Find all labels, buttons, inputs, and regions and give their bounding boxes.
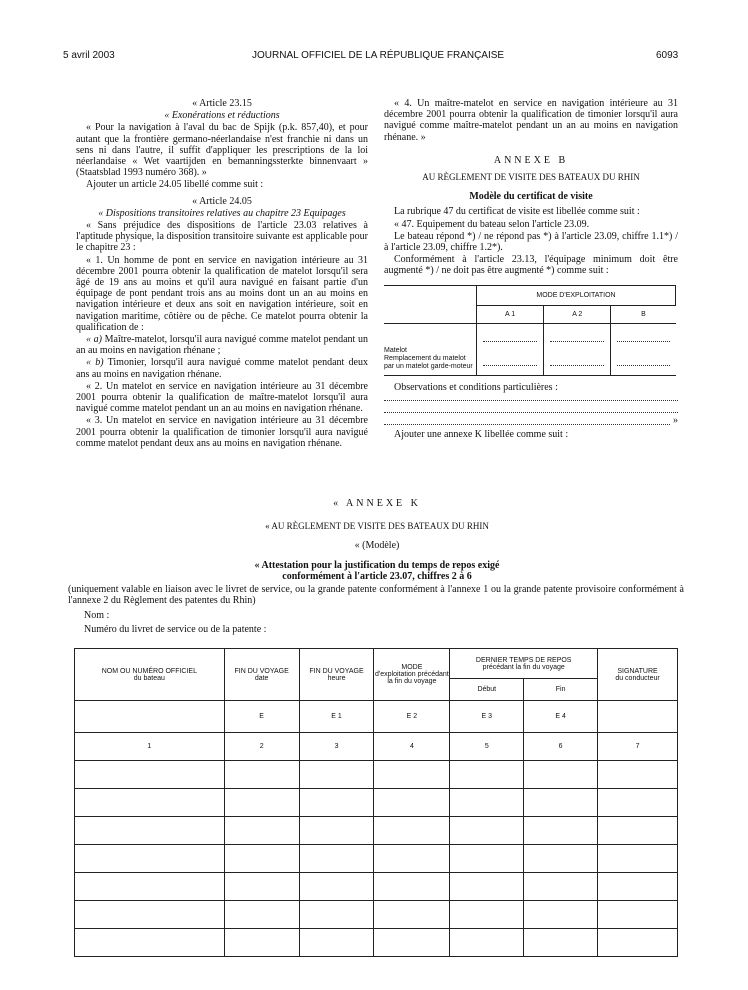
form-cell bbox=[224, 901, 299, 929]
form-cell bbox=[374, 789, 450, 817]
form-row bbox=[75, 789, 678, 817]
annexe-k-subtitle: « AU RÈGLEMENT DE VISITE DES BATEAUX DU RHIN bbox=[265, 521, 489, 531]
form-cell bbox=[524, 929, 598, 957]
attestation-note: (uniquement valable en liaison avec le livret de service, ou la grande patente conformément à l'annexe 1 ou la grande patente provisoire conformément à l'annexe 2 du Règlement des patentes du Rhin) bbox=[68, 584, 684, 606]
right-column bbox=[384, 98, 678, 441]
form-cell bbox=[299, 761, 374, 789]
crew-cell bbox=[477, 323, 544, 375]
paragraph: Ajouter un article 24.05 libellé comme suit : bbox=[86, 179, 264, 191]
header-mode-label: MODE bbox=[401, 664, 423, 671]
header-ship-label: NOM OU NUMÉRO OFFICIEL bbox=[101, 667, 197, 675]
form-cell bbox=[598, 817, 678, 845]
dotted-line bbox=[384, 399, 678, 401]
form-row bbox=[75, 845, 678, 873]
header-ship bbox=[75, 649, 225, 701]
paragraph: « 4. Un maître-matelot en service en navigation intérieure au 31 décembre 2001 pourra obtenir la qualification de timonier lorsqu'il aura navigué comme maître-matelot pendant un an au moins en navigation rhénane. » bbox=[384, 98, 678, 143]
header-date: 5 avril 2003 bbox=[63, 50, 115, 61]
annexe-k-model: « (Modèle) bbox=[354, 540, 400, 551]
form-cell bbox=[524, 817, 598, 845]
code-cell bbox=[75, 701, 225, 733]
form-cell bbox=[374, 929, 450, 957]
code-cell: E 1 bbox=[299, 701, 374, 733]
header-rest-label: DERNIER TEMPS DE REPOS bbox=[475, 656, 572, 664]
paragraph: « 47. Equipement du bateau selon l'article 23.09. bbox=[394, 218, 590, 230]
form-cell bbox=[224, 845, 299, 873]
form-cell bbox=[75, 901, 225, 929]
column-number: 1 bbox=[75, 733, 225, 761]
form-cell bbox=[598, 901, 678, 929]
form-cell bbox=[299, 817, 374, 845]
form-row bbox=[75, 929, 678, 957]
dotted-line bbox=[384, 423, 670, 425]
attestation-heading-2: conformément à l'article 23.07, chiffres 2 à 6 bbox=[282, 571, 472, 582]
form-cell bbox=[75, 929, 225, 957]
form-cell bbox=[524, 901, 598, 929]
column-number: 4 bbox=[374, 733, 450, 761]
crew-row-remplacement: Remplacement du matelot par un matelot garde-moteur bbox=[384, 354, 473, 370]
form-cell bbox=[374, 817, 450, 845]
attestation-heading: « Attestation pour la justification du temps de repos exigé bbox=[254, 560, 500, 571]
paragraph bbox=[76, 334, 368, 356]
form-cell bbox=[224, 873, 299, 901]
header-page: 6093 bbox=[656, 50, 679, 61]
crew-cell bbox=[544, 323, 611, 375]
header-end-time bbox=[299, 649, 374, 701]
form-row bbox=[75, 901, 678, 929]
column-number: 6 bbox=[524, 733, 598, 761]
form-cell bbox=[75, 817, 225, 845]
item-marker: « b) bbox=[86, 357, 104, 369]
paragraph: « Sans préjudice des dispositions de l'article 23.03 relatives à l'aptitude physique, la disposition transitoire suivante est applicable pour le chapitre 23 : bbox=[76, 220, 368, 254]
header-rest-start: Début bbox=[450, 679, 524, 701]
form-cell bbox=[299, 873, 374, 901]
form-cell bbox=[224, 761, 299, 789]
annexe-b-subtitle: AU RÈGLEMENT DE VISITE DES BATEAUX DU RHIN bbox=[422, 172, 640, 183]
form-cell bbox=[450, 929, 524, 957]
form-cell bbox=[450, 789, 524, 817]
form-cell bbox=[374, 761, 450, 789]
column-number: 3 bbox=[299, 733, 374, 761]
code-cell bbox=[598, 701, 678, 733]
form-cell bbox=[224, 817, 299, 845]
article-23-15-title: « Article 23.15 bbox=[192, 98, 252, 109]
paragraph: « Pour la navigation à l'aval du bac de Spijk (p.k. 857,40), et pour autant que la frontière germano-néerlandaise n'est franchie ni dans un sens ni dans l'autre, il suffit d'appliquer les prescriptions de la loi néerlandaise « Wet vaartijden en bemanningssterkte binnenvaart » (Staatsblad 1993 numéro 368). » bbox=[76, 122, 368, 179]
item-marker: « a) bbox=[86, 334, 102, 346]
observations-label: Observations et conditions particulières : bbox=[394, 381, 558, 393]
form-cell bbox=[75, 761, 225, 789]
paragraph: Ajouter une annexe K libellée comme suit : bbox=[394, 428, 569, 440]
form-row bbox=[75, 873, 678, 901]
header-mode bbox=[374, 649, 450, 701]
column-number: 7 bbox=[598, 733, 678, 761]
header-signature bbox=[598, 649, 678, 701]
column-number: 5 bbox=[450, 733, 524, 761]
form-cell bbox=[374, 873, 450, 901]
service-book-label: Numéro du livret de service ou de la patente : bbox=[84, 624, 267, 635]
form-cell bbox=[75, 845, 225, 873]
form-cell bbox=[524, 789, 598, 817]
crew-table bbox=[384, 285, 676, 376]
form-cell bbox=[598, 761, 678, 789]
form-cell bbox=[224, 789, 299, 817]
crew-col-a1: A 1 bbox=[477, 305, 544, 323]
form-cell bbox=[524, 761, 598, 789]
model-title: Modèle du certificat de visite bbox=[469, 191, 593, 203]
article-23-15-subtitle: « Exonérations et réductions bbox=[164, 110, 280, 122]
header-end-date bbox=[224, 649, 299, 701]
form-cell bbox=[374, 901, 450, 929]
form-cell bbox=[450, 817, 524, 845]
form-cell bbox=[224, 929, 299, 957]
form-cell bbox=[524, 845, 598, 873]
header-ship-sub: du bateau bbox=[133, 674, 165, 682]
rest-time-form bbox=[74, 648, 678, 957]
name-field-label: Nom : bbox=[84, 610, 110, 621]
paragraph: Le bateau répond *) / ne répond pas *) à l'article 23.09, chiffre 1.1*) / à l'article 23.09, chiffre 1.2*). bbox=[384, 230, 678, 254]
form-cell bbox=[299, 789, 374, 817]
form-cell bbox=[450, 901, 524, 929]
paragraph: « 1. Un homme de pont en service en navigation intérieure au 31 décembre 2001 pourra obtenir la qualification de matelot lorsqu'il sera âgé de 19 ans au moins et qu'il aura navigué en faisant partie d'un équipage de pont pendant trois ans au moins dont un an au moins en navigation intérieure et deux ans soit en navigation intérieure, soit en navigation maritime, côtière ou de pêche. Ce matelot pourra obtenir la qualification de : bbox=[76, 254, 368, 333]
form-row bbox=[75, 761, 678, 789]
header-rest-end: Fin bbox=[524, 679, 598, 701]
item-text: Timonier, lorsqu'il aura navigué comme matelot pendant deux ans au moins en navigation rhénane. bbox=[76, 357, 368, 380]
header-end-time-sub: heure bbox=[327, 674, 346, 682]
form-cell bbox=[598, 873, 678, 901]
header-rest bbox=[450, 649, 598, 679]
item-text: Maître-matelot, lorsqu'il aura navigué comme matelot pendant un an au moins en navigation rhénane ; bbox=[76, 334, 368, 357]
code-cell: E 2 bbox=[374, 701, 450, 733]
blank-rows bbox=[75, 761, 678, 957]
paragraph bbox=[76, 357, 368, 379]
column-number: 2 bbox=[224, 733, 299, 761]
header-end-date-label: FIN DU VOYAGE bbox=[234, 667, 289, 675]
annexe-b-title: ANNEXE B bbox=[493, 154, 569, 166]
form-cell bbox=[299, 845, 374, 873]
form-cell bbox=[299, 901, 374, 929]
header-rest-sub: précédant la fin du voyage bbox=[482, 663, 565, 671]
code-cell: E 4 bbox=[524, 701, 598, 733]
form-cell bbox=[374, 845, 450, 873]
code-cell: E 3 bbox=[450, 701, 524, 733]
form-cell bbox=[598, 929, 678, 957]
crew-col-a2: A 2 bbox=[544, 305, 611, 323]
annexe-k-title: « ANNEXE K bbox=[333, 498, 421, 509]
article-24-05-subtitle: « Dispositions transitoires relatives au chapitre 23 Equipages bbox=[98, 207, 346, 219]
header-signature-label: SIGNATURE bbox=[617, 667, 658, 675]
crew-row-labels bbox=[384, 323, 477, 375]
crew-table-header: MODE D'EXPLOITATION bbox=[477, 285, 676, 305]
article-24-05-title: « Article 24.05 bbox=[192, 195, 252, 207]
form-cell bbox=[75, 789, 225, 817]
paragraph: « 3. Un matelot en service en navigation intérieure au 31 décembre 2001 pourra obtenir la qualification de timonier lorsqu'il aura navigué comme matelot pendant deux ans au moins en navigation rhénane. bbox=[76, 415, 368, 449]
header-signature-sub: du conducteur bbox=[615, 674, 660, 682]
crew-row-matelot: Matelot bbox=[384, 346, 407, 354]
form-cell bbox=[299, 929, 374, 957]
form-cell bbox=[598, 845, 678, 873]
paragraph: Conformément à l'article 23.13, l'équipage minimum doit être augmenté *) / ne doit pas être augmenté *) comme suit : bbox=[384, 254, 678, 277]
form-row bbox=[75, 817, 678, 845]
form-cell bbox=[524, 873, 598, 901]
header-end-time-label: FIN DU VOYAGE bbox=[309, 667, 364, 675]
form-cell bbox=[450, 761, 524, 789]
header-end-date-sub: date bbox=[254, 674, 269, 682]
left-column bbox=[76, 98, 368, 450]
closing-quote: » bbox=[673, 414, 678, 426]
form-cell bbox=[450, 845, 524, 873]
paragraph: La rubrique 47 du certificat de visite est libellée comme suit : bbox=[394, 206, 640, 218]
form-cell bbox=[450, 873, 524, 901]
crew-col-b: B bbox=[611, 305, 676, 323]
form-cell bbox=[598, 789, 678, 817]
header-journal: JOURNAL OFFICIEL DE LA RÉPUBLIQUE FRANÇAISE bbox=[252, 50, 505, 61]
crew-table-corner bbox=[384, 285, 477, 323]
paragraph: « 2. Un matelot en service en navigation intérieure au 31 décembre 2001 pourra obtenir la qualification de maître-matelot lorsqu'il aura navigué comme matelot pendant un an au moins en navigation rhénane. bbox=[76, 380, 368, 415]
code-cell: E bbox=[224, 701, 299, 733]
form-cell bbox=[75, 873, 225, 901]
annexe-k bbox=[68, 498, 684, 636]
crew-cell bbox=[611, 323, 676, 375]
header-mode-sub: d'exploitation précédant la fin du voyage bbox=[375, 671, 449, 685]
